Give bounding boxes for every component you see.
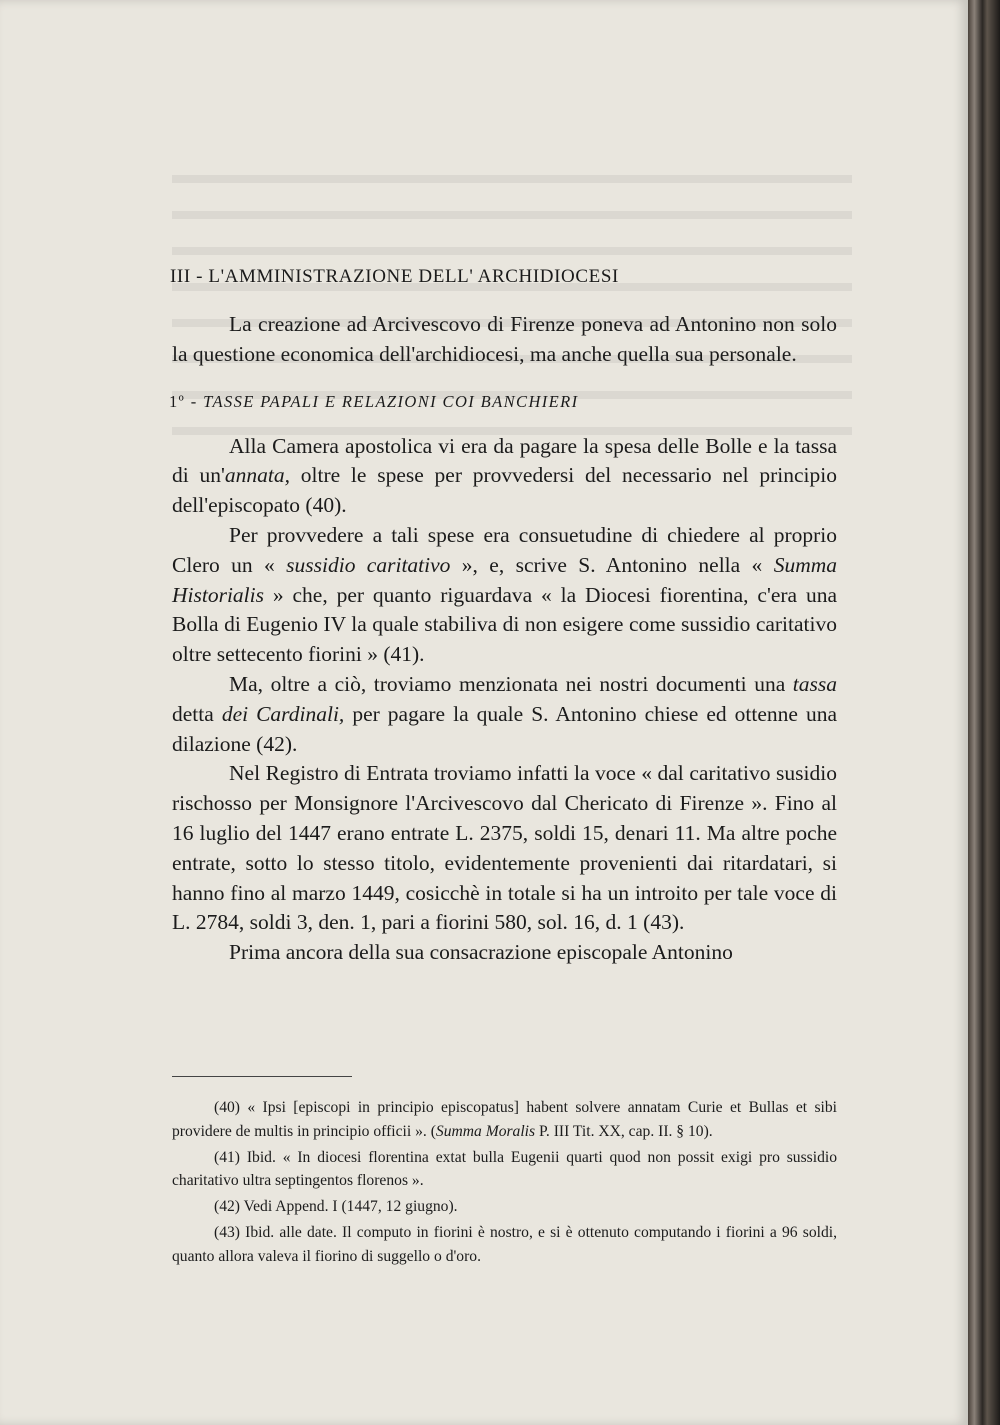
paragraph-text: Ma, oltre a ciò, troviamo menzionata nei nostri documenti una	[229, 671, 793, 696]
paragraph-text: oltre le spese per provvedersi del necessario nel principio dell'episcopato (40).	[172, 463, 837, 518]
paragraph-text: detta	[172, 701, 222, 726]
paragraph-italic: dei Cardinali,	[221, 701, 345, 726]
footnote-italic: Summa Moralis	[435, 1122, 536, 1140]
section-number: 1º -	[169, 391, 198, 411]
main-text	[169, 266, 837, 968]
chapter-heading: III - L'AMMINISTRAZIONE DELL' ARCHIDIOCESI	[170, 266, 619, 287]
paragraph-text: », e, scrive S. Antonino nella «	[450, 552, 774, 577]
section-heading	[169, 392, 837, 412]
paragraph-registro: Nel Registro di Entrata troviamo infatti la voce « dal caritativo susidio rischosso per Monsignore l'Arcivescovo dal Chericato di Firenze ». Fino al 16 luglio del 1447 erano entrate L. 2375, soldi 15, denari 11. Ma altre poche entrate, sotto lo stesso titolo, evidentemente provenienti dai ritardatari, si hanno fino al marzo 1449, cosicchè in totale si ha un introito per tale voce di L. 2784, soldi 3, den. 1, pari a fiorini 580, sol. 16, d. 1 (43).	[172, 761, 837, 935]
intro-paragraph: La creazione ad Arcivescovo di Firenze poneva ad Antonino non solo la questione economica dell'archidiocesi, ma anche quella sua personale.	[172, 312, 837, 366]
paragraph-italic: sussidio caritativo	[286, 552, 451, 577]
footnote-43: (43) Ibid. alle date. Il computo in fiorini è nostro, e si è ottenuto computando i fiorini a 96 soldi, quanto allora valeva il fiorino di suggello o d'oro.	[172, 1223, 837, 1265]
paragraph-text: » che, per quanto riguardava « la Diocesi fiorentina, c'era una Bolla di Eugenio IV la quale stabiliva di non esigere come sussidio caritativo oltre settecento fiorini » (41).	[172, 582, 837, 667]
paragraph-text: Alla Camera apostolica vi era da pagare la spesa delle Bolle e la tassa di un'	[172, 433, 837, 488]
footnotes	[172, 1096, 837, 1271]
paragraph-consacrazione: Prima ancora della sua consacrazione episcopale Antonino	[229, 940, 733, 965]
footnote-text: P. III Tit. XX, cap. II. § 10).	[535, 1122, 713, 1140]
paragraph-text: Per provvedere a tali spese era consuetudine di chiedere al proprio Clero un «	[172, 522, 837, 577]
footnote-text: (40) « Ipsi [episcopi in principio episcopatus] habent solvere annatam Curie et Bullas et sibi providere de multis in principio officii ». (	[172, 1099, 837, 1140]
footnote-41: (41) Ibid. « In diocesi florentina extat bulla Eugenii quarti quod non possit exigi pro sussidio charitativo ultra septingentos florenos ».	[172, 1148, 837, 1190]
section-title: TASSE PAPALI E RELAZIONI COI BANCHIERI	[203, 391, 579, 411]
paragraph-camera	[172, 432, 837, 521]
paragraph-italic: tassa	[792, 671, 837, 696]
footnote-divider	[172, 1076, 352, 1077]
footnote-40	[172, 1096, 837, 1144]
footnote-42: (42) Vedi Append. I (1447, 12 giugno).	[214, 1198, 458, 1216]
paragraph-italic: annata,	[224, 463, 290, 488]
book-edge	[968, 0, 1000, 1425]
paragraph-tassa	[172, 670, 837, 759]
paragraph-italic: Summa Historialis	[172, 552, 837, 607]
paragraph-sussidio	[172, 521, 837, 670]
paragraph-text: per pagare la quale S. Antonino chiese ed ottenne una dilazione (42).	[172, 701, 837, 756]
